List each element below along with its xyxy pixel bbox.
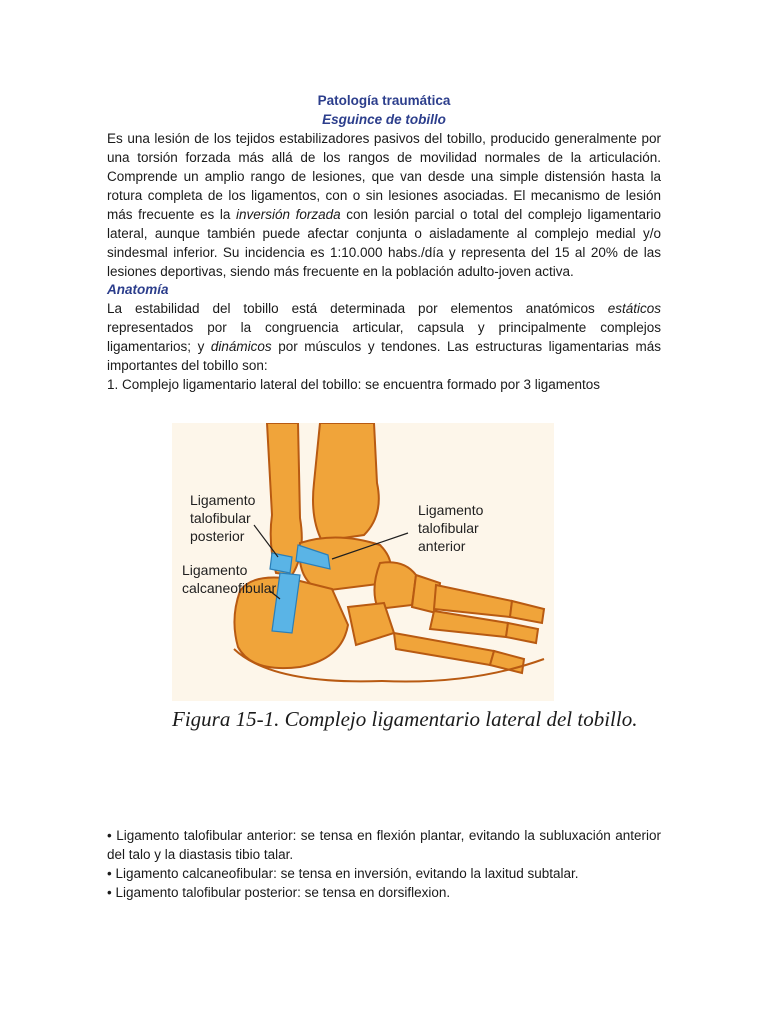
anatomy-paragraph (107, 299, 661, 375)
page-title: Patología traumática (317, 93, 451, 108)
anatomy-text-3: por músculos y tendones. Las estructuras ligamentarias más importantes del tobillo son: (107, 339, 661, 373)
ankle-figure (172, 423, 554, 735)
list-item-1: 1. Complejo ligamentario lateral del tobillo: se encuentra formado por 3 ligamentos (107, 377, 601, 392)
ligament-bullet-list (107, 826, 661, 902)
label-anterior-1: Ligamento (418, 502, 484, 518)
label-calcaneo-2: calcaneofibular (182, 580, 277, 596)
navicular (374, 562, 416, 609)
label-anterior-3: anterior (418, 538, 466, 554)
label-anterior-2: talofibular (418, 520, 479, 536)
figure-caption: Figura 15-1. Complejo ligamentario lateral del tobillo. (172, 707, 638, 731)
intro-emphasis: inversión forzada (236, 207, 341, 222)
label-posterior-1: Ligamento (190, 492, 256, 508)
posterior-talofibular-ligament (270, 553, 292, 573)
bullet-posterior: • Ligamento talofibular posterior: se tensa en dorsiflexion. (107, 885, 451, 900)
label-calcaneo-1: Ligamento (182, 562, 248, 578)
bullet-anterior: • Ligamento talofibular anterior: se tensa en flexión plantar, evitando la subluxación anterior del talo y la diastasis tibio talar. (107, 828, 661, 862)
anatomy-text-2: representados por la congruencia articular, capsula y principalmente complejos ligamentarios; y (107, 320, 661, 354)
intro-text-1: Es una lesión de los tejidos estabilizadores pasivos del tobillo, producido generalmente por una torsión forzada más allá de los rangos de movilidad normales de la articulación. Comprende un amplio rango de lesiones, que van desde una simple distensión hasta la rotura completa de los ligamentos, con o sin lesiones asociadas. El mecanismo de lesión más frecuente es la (107, 131, 661, 222)
ankle-illustration (172, 423, 554, 701)
label-posterior-3: posterior (190, 528, 245, 544)
anatomy-text-1: La estabilidad del tobillo está determinada por elementos anatómicos (107, 301, 608, 316)
document-body (107, 92, 661, 394)
anatomy-emphasis-dynamic: dinámicos (210, 339, 272, 354)
intro-text-2: con lesión parcial o total del complejo ligamentario lateral, aunque también puede afectar conjunta o aisladamente al complejo medial y/o sindesmal inferior. Su incidencia es 1:10.000 habs./día y representa del 15 al 20% de las lesiones deportivas, siendo más frecuente en la población adulto-joven activa. (107, 207, 661, 279)
anatomy-heading: Anatomía (107, 282, 169, 297)
label-posterior-2: talofibular (190, 510, 251, 526)
page-subtitle: Esguince de tobillo (322, 112, 446, 127)
tibia (313, 423, 379, 541)
anatomy-emphasis-static: estáticos (607, 301, 661, 316)
intro-paragraph (107, 129, 661, 281)
bullet-calcaneo: • Ligamento calcaneofibular: se tensa en inversión, evitando la laxitud subtalar. (107, 866, 579, 881)
